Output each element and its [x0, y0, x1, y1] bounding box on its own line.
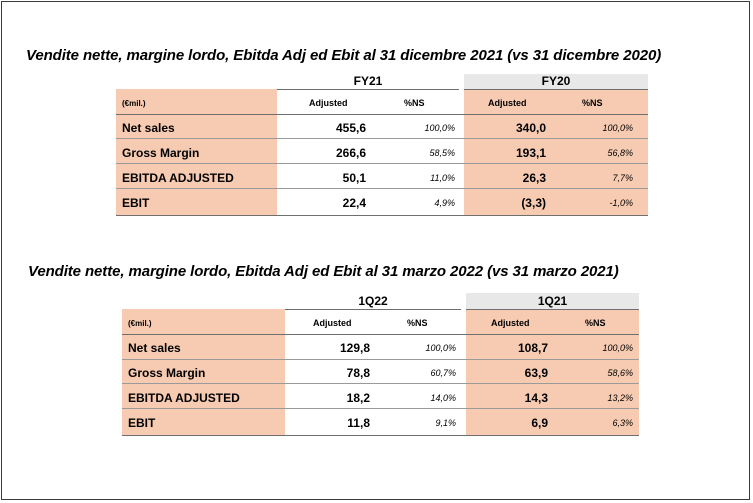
cur-pct: 100,0% — [425, 343, 456, 353]
divider — [285, 309, 461, 310]
divider — [122, 383, 639, 384]
divider — [122, 359, 639, 360]
col-header-adjusted: Adjusted — [309, 98, 348, 108]
prior-value: 6,9 — [531, 416, 548, 430]
period-header-prior: FY20 — [541, 74, 571, 88]
cur-pct: 11,0% — [430, 173, 455, 183]
col-header-pct: %NS — [585, 318, 606, 328]
cur-value: 22,4 — [342, 196, 366, 210]
divider — [466, 309, 639, 310]
col-header-pct: %NS — [582, 98, 603, 108]
table-title: Vendite nette, margine lordo, Ebitda Adj ed Ebit al 31 marzo 2022 (vs 31 marzo 2021) — [28, 263, 619, 280]
cur-pct: 60,7% — [430, 368, 456, 378]
col-header-adjusted: Adjusted — [491, 318, 530, 328]
row-label: EBIT — [122, 196, 150, 210]
prior-value: 14,3 — [524, 391, 548, 405]
divider — [116, 138, 648, 139]
divider — [122, 435, 639, 436]
col-header-adjusted: Adjusted — [488, 98, 527, 108]
divider — [277, 89, 459, 90]
cur-pct: 14,0% — [430, 393, 456, 403]
cur-pct: 100,0% — [424, 123, 455, 133]
row-label: Net sales — [128, 341, 181, 355]
divider — [116, 114, 648, 115]
prior-pct: 13,2% — [607, 393, 633, 403]
table-title: Vendite nette, margine lordo, Ebitda Adj ed Ebit al 31 dicembre 2021 (vs 31 dicembre 2020) — [26, 47, 662, 64]
financial-table-quarter — [122, 293, 639, 436]
row-label: EBITDA ADJUSTED — [128, 391, 240, 405]
prior-value: 108,7 — [517, 341, 548, 355]
cur-value: 11,8 — [347, 416, 370, 430]
prior-value: 193,1 — [515, 146, 546, 160]
prior-pct: 100,0% — [602, 123, 633, 133]
col-header-pct: %NS — [404, 98, 425, 108]
period-header-prior: 1Q21 — [537, 294, 568, 308]
period-header-current: 1Q22 — [358, 294, 388, 308]
row-label: EBITDA ADJUSTED — [122, 171, 234, 185]
prior-pct: 7,7% — [612, 173, 633, 183]
cur-value: 18,2 — [346, 391, 370, 405]
cur-value: 78,8 — [346, 366, 370, 380]
unit-label: (€mil.) — [128, 319, 152, 328]
row-label: Net sales — [122, 121, 175, 135]
prior-value: 340,0 — [515, 121, 546, 135]
row-label: EBIT — [128, 416, 156, 430]
prior-pct: -1,0% — [609, 198, 633, 208]
col-header-adjusted: Adjusted — [313, 318, 352, 328]
prior-pct: 100,0% — [602, 343, 633, 353]
cur-value: 50,1 — [342, 171, 366, 185]
prior-pct: 6,3% — [612, 418, 633, 428]
cur-value: 455,6 — [335, 121, 366, 135]
financial-table-fy — [116, 74, 648, 216]
cur-value: 129,8 — [339, 341, 370, 355]
cur-value: 266,6 — [335, 146, 366, 160]
unit-label: (€mil.) — [122, 99, 146, 108]
divider — [464, 89, 648, 90]
prior-pct: 56,8% — [607, 148, 633, 158]
prior-pct: 58,6% — [607, 368, 633, 378]
divider — [122, 408, 639, 409]
divider — [116, 163, 648, 164]
prior-value: (3,3) — [521, 196, 546, 210]
col-header-pct: %NS — [407, 318, 428, 328]
divider — [122, 334, 639, 335]
row-label: Gross Margin — [128, 366, 206, 380]
divider — [116, 188, 648, 189]
prior-value: 63,9 — [524, 366, 548, 380]
cur-pct: 9,1% — [435, 418, 456, 428]
prior-value: 26,3 — [522, 171, 546, 185]
cur-pct: 58,5% — [429, 148, 455, 158]
cur-pct: 4,9% — [434, 198, 455, 208]
divider — [116, 215, 648, 216]
period-header-current: FY21 — [353, 74, 383, 88]
row-label: Gross Margin — [122, 146, 200, 160]
